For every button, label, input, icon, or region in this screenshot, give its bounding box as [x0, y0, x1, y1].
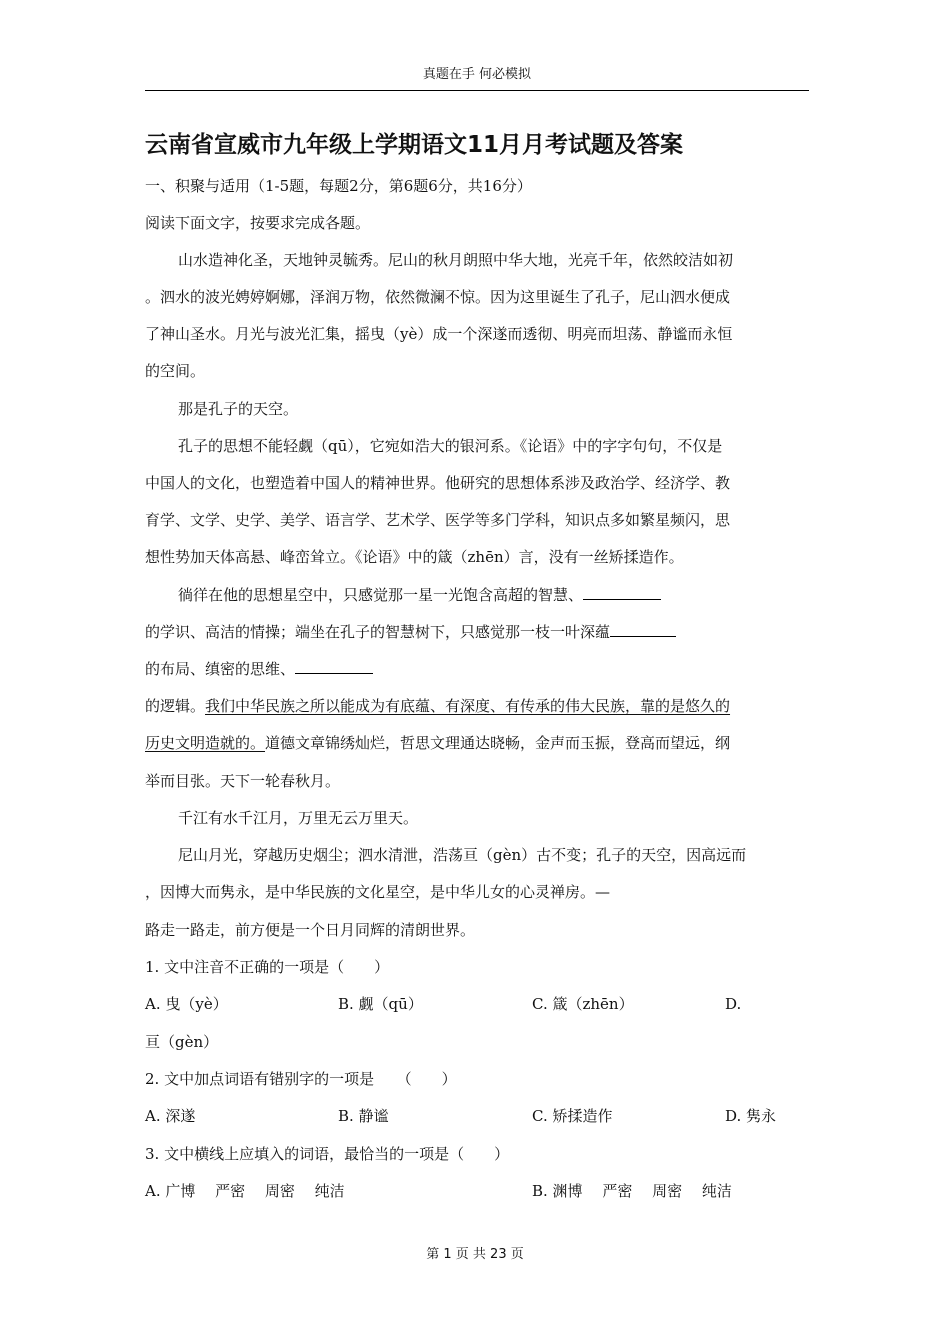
- passage-text: 道德文章锦绣灿烂，哲思文理通达晓畅，金声而玉振，登高而望远，纲: [265, 734, 731, 752]
- option-b: B. 觑（qū）: [338, 995, 423, 1013]
- passage-line: [178, 585, 661, 605]
- underlined-sentence: 我们中华民族之所以能成为有底蕴、有深度、有传承的伟大民族，靠的是悠久的: [205, 697, 731, 715]
- passage-line: 孔子的思想不能轻觑（qū），它宛如浩大的银河系。《论语》中的字字句句，不仅是: [178, 437, 723, 455]
- passage-line: 了神山圣水。月光与波光汇集，摇曳（yè）成一个深遂而透彻、明亮而坦荡、静谧而永恒: [145, 325, 733, 343]
- fill-blank-3: [295, 659, 373, 674]
- passage-line: 尼山月光，穿越历史烟尘；泗水清泄，浩荡亘（gèn）古不变；孔子的天空，因高远而: [178, 846, 747, 864]
- option-a: A. 广博 严密 周密 纯洁: [145, 1182, 345, 1200]
- passage-line: [145, 696, 730, 716]
- passage-text: 的学识、高洁的情操；端坐在孔子的智慧树下，只感觉那一枝一叶深蕴: [145, 623, 611, 641]
- option-d: D.: [725, 995, 742, 1013]
- option-d-text: 亘（gèn）: [145, 1033, 219, 1051]
- page-footer: 第 1 页 共 23 页: [426, 1247, 524, 1262]
- passage-line: [145, 622, 676, 642]
- passage-line: [145, 733, 730, 753]
- passage-line: 想性势加天体高悬、峰峦耸立。《论语》中的箴（zhēn）言，没有一丝矫揉造作。: [145, 548, 684, 566]
- option-b: B. 静谧: [338, 1107, 389, 1125]
- option-a: A. 深遂: [145, 1107, 196, 1125]
- passage-text: 的逻辑。: [145, 697, 206, 715]
- passage-line: 中国人的文化，也塑造着中国人的精神世界。他研究的思想体系涉及政治学、经济学、教: [145, 474, 731, 492]
- option-c: C. 矫揉造作: [532, 1107, 613, 1125]
- passage-text: 徜徉在他的思想星空中，只感觉那一星一光饱含高超的智慧、: [178, 586, 584, 604]
- passage-line: [145, 659, 373, 679]
- option-b: B. 渊博 严密 周密 纯洁: [532, 1182, 732, 1200]
- passage-line: ，因博大而隽永，是中华民族的文化星空，是中华儿女的心灵禅房。—: [145, 883, 611, 901]
- option-d: D. 隽永: [725, 1107, 777, 1125]
- question-stem: 3. 文中横线上应填入的词语，最恰当的一项是（ ）: [145, 1145, 510, 1163]
- option-a: A. 曳（yè）: [145, 995, 228, 1013]
- passage-line: 那是孔子的天空。: [178, 400, 299, 418]
- instruction: 阅读下面文字，按要求完成各题。: [145, 214, 371, 232]
- page-header: 真题在手 何必模拟: [145, 62, 809, 91]
- section-heading: 一、积聚与适用（1-5题，每题2分，第6题6分，共16分）: [145, 177, 532, 195]
- question-stem: 2. 文中加点词语有错别字的一项是 （ ）: [145, 1070, 457, 1088]
- fill-blank-1: [583, 585, 661, 600]
- passage-line: 千江有水千江月，万里无云万里天。: [178, 809, 419, 827]
- passage-line: 的空间。: [145, 362, 206, 380]
- passage-line: 育学、文学、史学、美学、语言学、艺术学、医学等多门学科，知识点多如繁星频闪，思: [145, 511, 731, 529]
- underlined-sentence: 历史文明造就的。: [145, 734, 266, 752]
- passage-line: 路走一路走，前方便是一个日月同辉的清朗世界。: [145, 921, 476, 939]
- passage-line: 举而目张。天下一轮春秋月。: [145, 772, 341, 790]
- passage-line: 。泗水的波光娉婷婀娜，泽润万物，依然微澜不惊。因为这里诞生了孔子，尼山泗水便成: [145, 288, 731, 306]
- passage-line: 山水造神化圣，天地钟灵毓秀。尼山的秋月朗照中华大地，光亮千年，依然皎洁如初: [178, 251, 734, 269]
- document-title: 云南省宣威市九年级上学期语文11月月考试题及答案: [145, 132, 684, 158]
- option-c: C. 箴（zhēn）: [532, 995, 634, 1013]
- question-stem: 1. 文中注音不正确的一项是（ ）: [145, 958, 390, 976]
- passage-text: 的布局、缜密的思维、: [145, 660, 296, 678]
- fill-blank-2: [610, 622, 676, 637]
